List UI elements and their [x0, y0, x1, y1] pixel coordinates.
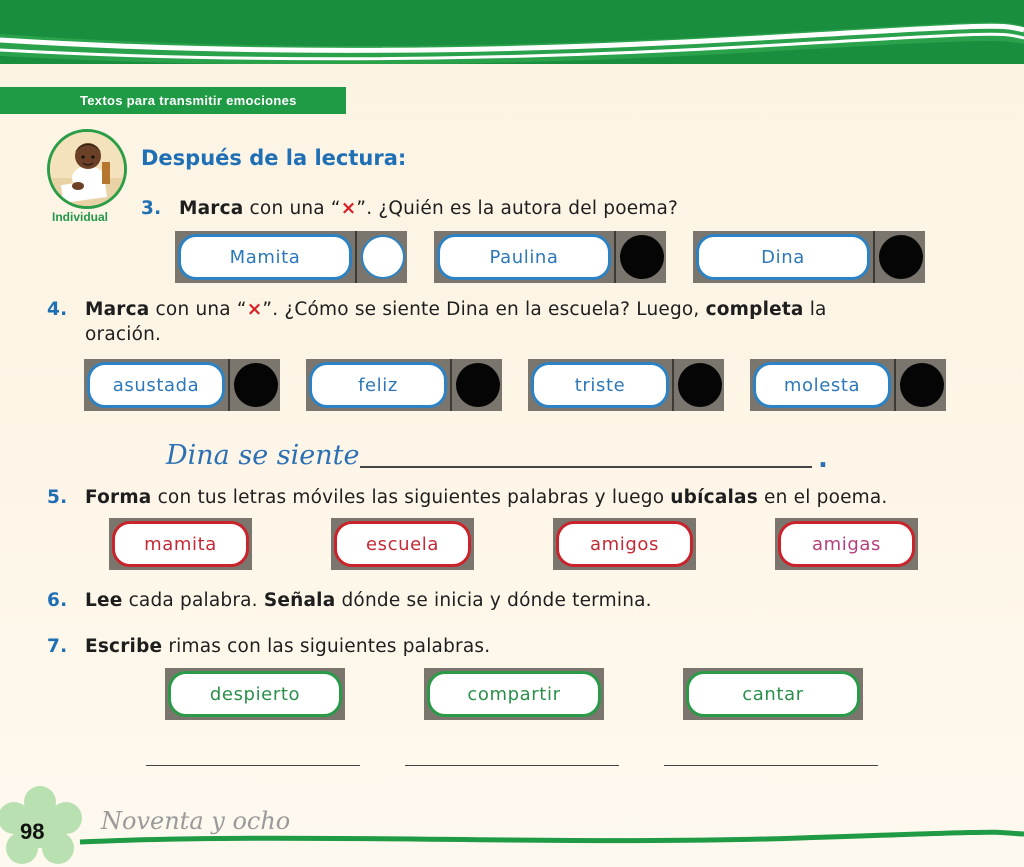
option-label: Dina — [696, 234, 870, 280]
question-number: 3. — [141, 198, 162, 219]
question-text: con una “ — [149, 299, 247, 320]
rhyme-answer-line[interactable] — [405, 765, 619, 766]
instruction-verb: ubícalas — [670, 487, 758, 508]
question-number: 7. — [47, 636, 68, 657]
question-text: dónde se inicia y dónde termina. — [335, 590, 652, 611]
instruction-verb: Marca — [85, 299, 150, 320]
instruction-verb: Escribe — [85, 636, 163, 657]
question-text: con una “ — [243, 198, 341, 219]
question-text: ”. ¿Cómo se siente Dina en la escuela? Luego, — [262, 299, 706, 320]
option-label: asustada — [87, 362, 225, 408]
question-4 — [47, 297, 1007, 347]
option-label: Paulina — [437, 234, 611, 280]
question-text: cada palabra. — [122, 590, 264, 611]
option-dina[interactable] — [693, 231, 925, 283]
word-label: amigos — [556, 521, 693, 567]
page-number: 98 — [20, 819, 45, 844]
option-label: Mamita — [178, 234, 352, 280]
answer-circle[interactable] — [228, 359, 280, 411]
answer-circle[interactable] — [355, 231, 407, 283]
answer-circle[interactable] — [450, 359, 502, 411]
child-writing-illustration — [47, 129, 127, 209]
question-text: en el poema. — [757, 487, 888, 508]
word-label: despierto — [168, 671, 342, 717]
question-text: la — [803, 299, 827, 320]
question-number: 6. — [47, 590, 68, 611]
word-card-compartir — [424, 668, 604, 720]
x-mark-icon: × — [340, 198, 357, 219]
question-text: oración. — [85, 324, 162, 345]
word-card-mamita — [109, 518, 252, 570]
question-number: 4. — [47, 299, 68, 320]
page-number-words: Noventa y ocho — [101, 807, 291, 835]
word-card-escuela — [331, 518, 474, 570]
word-label: escuela — [334, 521, 471, 567]
answer-circle[interactable] — [873, 231, 925, 283]
word-label: compartir — [427, 671, 601, 717]
question-6 — [47, 588, 1007, 613]
section-heading: Después de la lectura: — [141, 146, 407, 170]
answer-circle[interactable] — [894, 359, 946, 411]
word-card-amigas — [775, 518, 918, 570]
word-card-despierto — [165, 668, 345, 720]
option-mamita[interactable] — [175, 231, 407, 283]
option-label: feliz — [309, 362, 447, 408]
top-wave-band — [0, 0, 1024, 64]
question-number: 5. — [47, 487, 68, 508]
question-text: rimas con las siguientes palabras. — [162, 636, 491, 657]
answer-circle[interactable] — [672, 359, 724, 411]
section-title-bar: Textos para transmitir emociones — [0, 87, 346, 114]
sentence-period: . — [818, 444, 828, 474]
question-text: ”. ¿Quién es la autora del poema? — [356, 198, 679, 219]
sentence-prompt: Dina se siente — [166, 440, 360, 471]
instruction-verb: Lee — [85, 590, 123, 611]
option-paulina[interactable] — [434, 231, 666, 283]
word-label: mamita — [112, 521, 249, 567]
word-card-cantar — [683, 668, 863, 720]
option-label: triste — [531, 362, 669, 408]
answer-line[interactable] — [360, 466, 812, 468]
rhyme-answer-line[interactable] — [664, 765, 878, 766]
question-3 — [141, 196, 1001, 221]
instruction-verb: Marca — [179, 198, 244, 219]
instruction-verb: Forma — [85, 487, 152, 508]
question-5 — [47, 485, 1007, 510]
instruction-verb: Señala — [263, 590, 336, 611]
question-text: con tus letras móviles las siguientes palabras y luego — [151, 487, 671, 508]
individual-label: Individual — [52, 210, 109, 224]
option-asustada[interactable] — [84, 359, 280, 411]
word-label: amigas — [778, 521, 915, 567]
word-card-amigos — [553, 518, 696, 570]
instruction-verb: completa — [705, 299, 804, 320]
question-7 — [47, 634, 1007, 659]
option-triste[interactable] — [528, 359, 724, 411]
option-molesta[interactable] — [750, 359, 946, 411]
option-feliz[interactable] — [306, 359, 502, 411]
x-mark-icon: × — [246, 299, 263, 320]
rhyme-answer-line[interactable] — [146, 765, 360, 766]
option-label: molesta — [753, 362, 891, 408]
word-label: cantar — [686, 671, 860, 717]
answer-circle[interactable] — [614, 231, 666, 283]
